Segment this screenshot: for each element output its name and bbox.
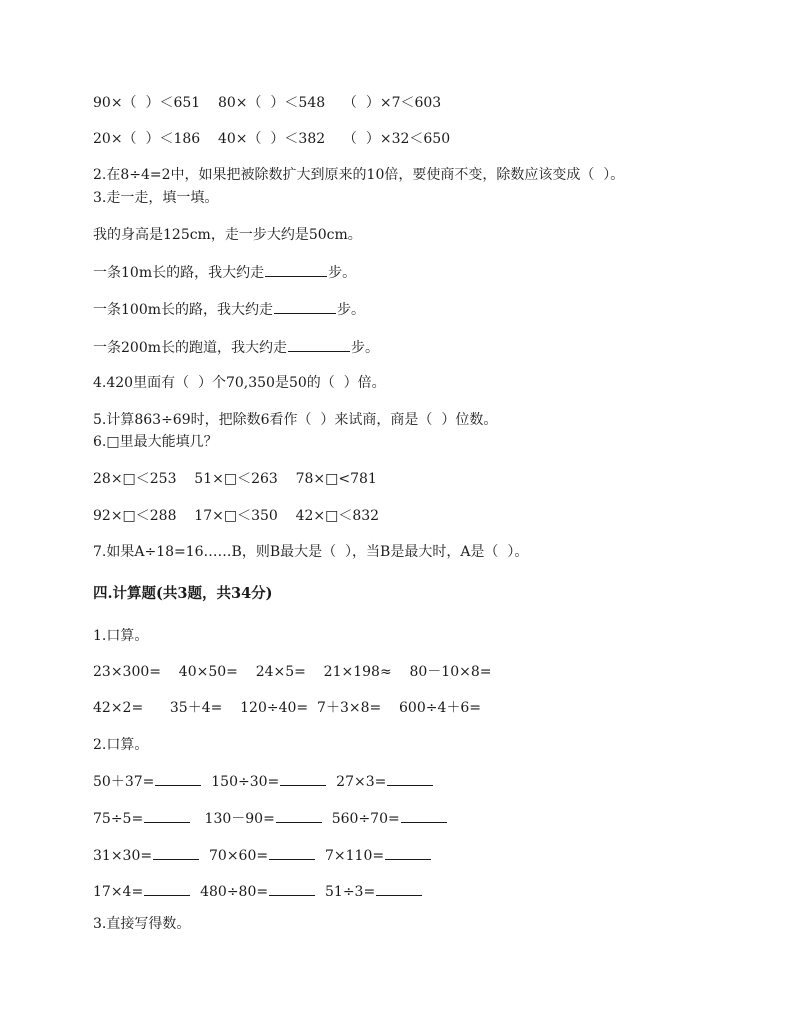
expr: 50＋37= [93, 774, 155, 790]
item-unit: 步。 [328, 265, 357, 281]
calc-1-title: 1.口算。 [93, 628, 149, 644]
answer-blank[interactable] [376, 881, 422, 896]
expr: 17×4= [93, 884, 144, 900]
question-7: 7.如果A÷18=16……B，则B最大是（ ），当B是最大时，A是（ ）。 [93, 544, 529, 560]
item-text: 一条100m长的路，我大约走 [93, 302, 273, 318]
question-3-title: 3.走一走，填一填。 [93, 190, 219, 206]
answer-blank[interactable] [269, 881, 315, 896]
answer-blank[interactable] [280, 771, 326, 786]
answer-blank[interactable] [288, 337, 350, 352]
inequality-row-2: 20×（ ）＜186 40×（ ）＜382 （ ）×32＜650 [93, 131, 451, 147]
expr: 70×60= [209, 848, 269, 864]
inequality-row-1: 90×（ ）＜651 80×（ ）＜548 （ ）×7＜603 [93, 95, 442, 111]
answer-blank[interactable] [387, 771, 433, 786]
answer-blank[interactable] [153, 845, 199, 860]
item-unit: 步。 [351, 340, 379, 356]
calc-1-row-2: 42×2= 35＋4= 120÷40= 7＋3×8= 600÷4＋6= [93, 700, 482, 716]
answer-blank[interactable] [265, 262, 327, 277]
question-6-row-2: 92×□＜288 17×□＜350 42×□＜832 [93, 508, 380, 524]
answer-blank[interactable] [274, 299, 336, 314]
answer-blank[interactable] [276, 808, 322, 823]
expr: 480÷80= [200, 884, 269, 900]
calc-2-row-2 [93, 808, 448, 828]
expr: 31×30= [93, 848, 153, 864]
question-2: 2.在8÷4=2中，如果把被除数扩大到原来的10倍，要使商不变，除数应该变成（ ）。 [93, 167, 625, 183]
answer-blank[interactable] [144, 808, 190, 823]
expr: 560÷70= [331, 811, 400, 827]
calc-2-row-4 [93, 881, 423, 901]
section-4-heading: 四.计算题(共3题，共34分) [93, 585, 273, 602]
item-text: 一条10m长的路，我大约走 [93, 265, 265, 281]
question-3-item-100m [93, 299, 365, 319]
question-5: 5.计算863÷69时，把除数6看作（ ）来试商，商是（ ）位数。 [93, 412, 498, 428]
expr: 130－90= [204, 811, 275, 827]
question-6-row-1: 28×□＜253 51×□＜263 78×□<781 [93, 471, 377, 487]
calc-1-row-1: 23×300= 40×50= 24×5= 21×198≈ 80－10×8= [93, 664, 492, 680]
answer-blank[interactable] [269, 845, 315, 860]
answer-blank[interactable] [385, 845, 431, 860]
expr: 75÷5= [93, 811, 144, 827]
question-3-item-200m [93, 337, 379, 357]
question-4: 4.420里面有（ ）个70,350是50的（ ）倍。 [93, 375, 386, 391]
question-3-intro: 我的身高是125cm，走一步大约是50cm。 [93, 227, 362, 243]
item-unit: 步。 [337, 302, 365, 318]
question-6-title: 6.□里最大能填几？ [93, 434, 218, 450]
answer-blank[interactable] [155, 771, 201, 786]
calc-2-row-1 [93, 771, 434, 791]
expr: 51÷3= [325, 884, 376, 900]
calc-3-title: 3.直接写得数。 [93, 916, 191, 932]
question-3-item-10m [93, 262, 356, 282]
expr: 7×110= [325, 848, 385, 864]
calc-2-title: 2.口算。 [93, 737, 149, 753]
expr: 150÷30= [211, 774, 280, 790]
answer-blank[interactable] [144, 881, 190, 896]
expr: 27×3= [336, 774, 387, 790]
answer-blank[interactable] [401, 808, 447, 823]
item-text: 一条200m长的跑道，我大约走 [93, 340, 287, 356]
calc-2-row-3 [93, 845, 432, 865]
